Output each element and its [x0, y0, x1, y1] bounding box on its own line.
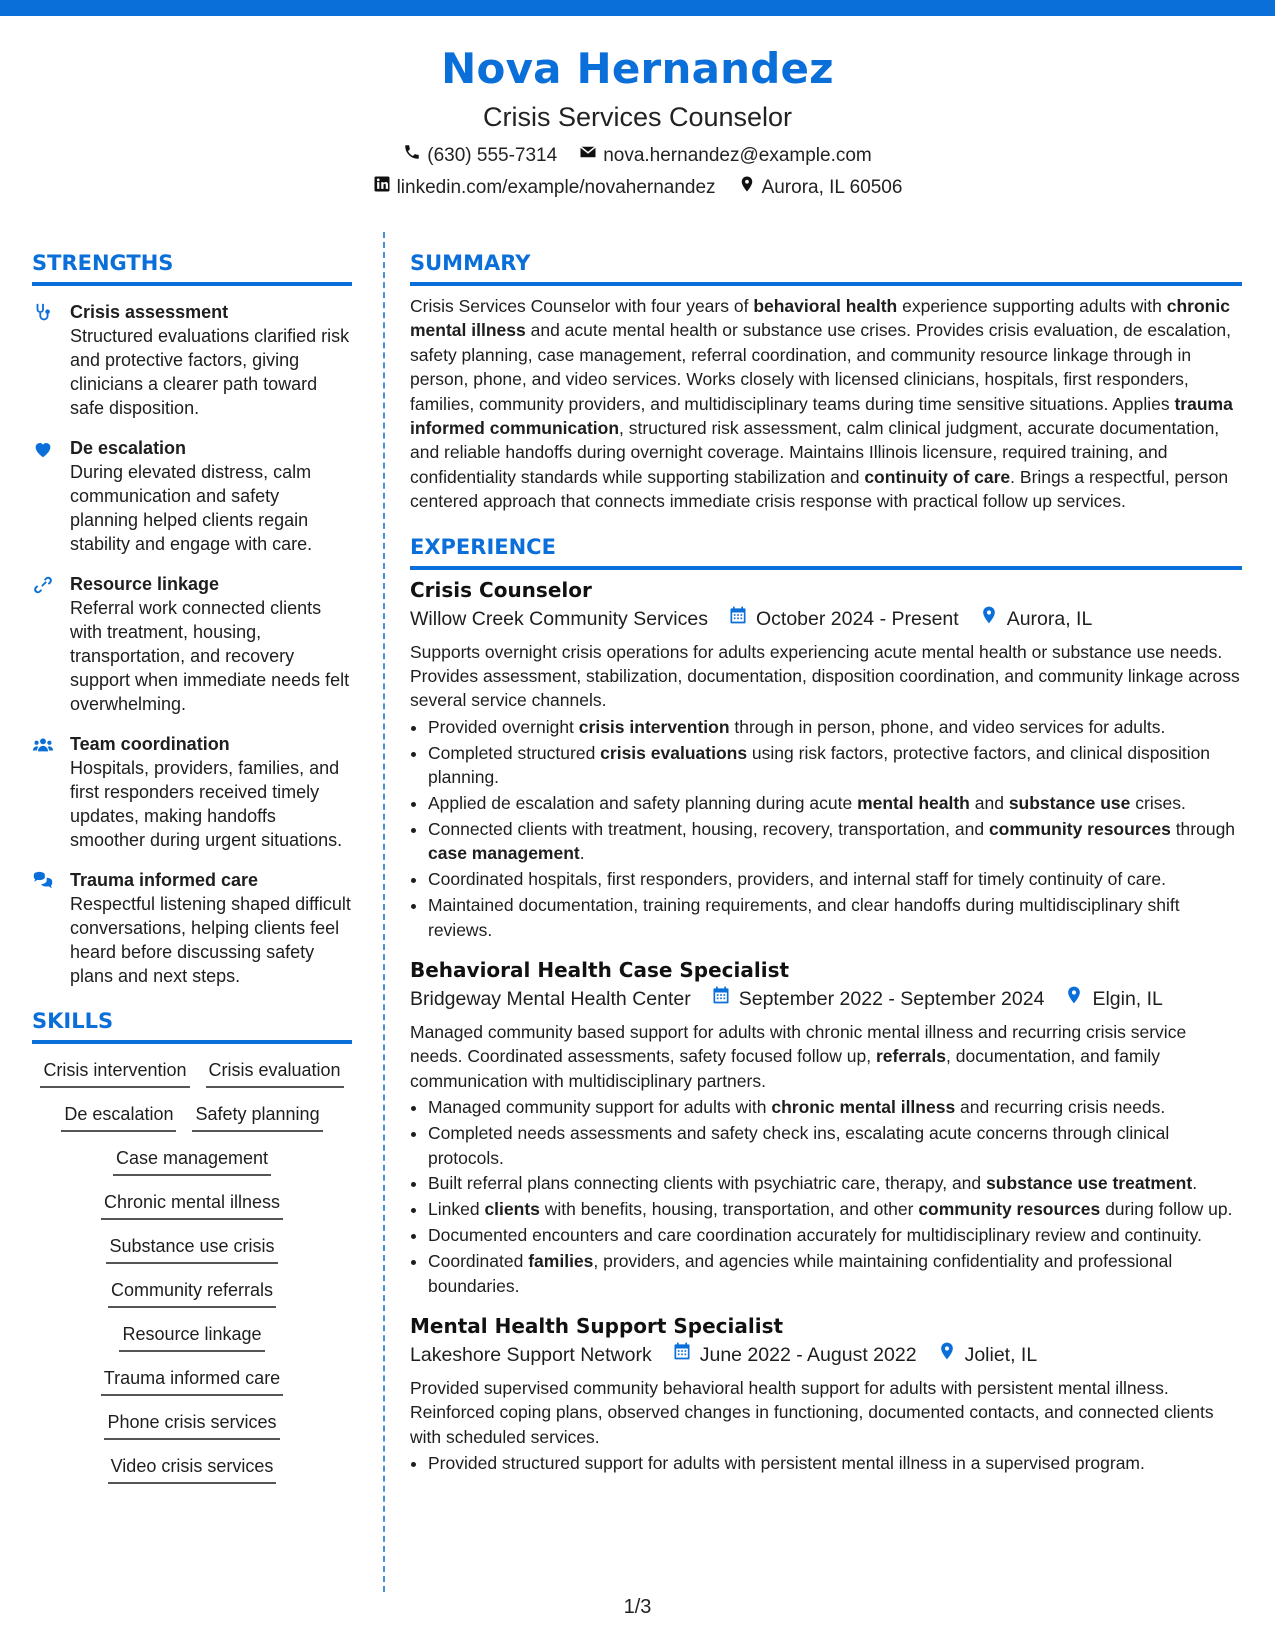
skill-row	[32, 1278, 352, 1308]
text-segment: and acute mental health or substance use crises. Provides crisis evaluation, de escalation, safety planning, case management, referral coordination, and community resource linkage through in person, phone, and video services. Works closely with licensed clinicians, hospitals, first responders, families, community providers, and multidisciplinary teams during time sensitive situations. Applies	[410, 320, 1231, 414]
skill-tag: Substance use crisis	[106, 1234, 277, 1264]
job-location	[979, 604, 1093, 634]
left-column	[32, 248, 352, 1484]
experience-item	[410, 576, 1242, 942]
job-bullet	[428, 791, 1242, 815]
bold-keyword: substance use	[1008, 793, 1131, 814]
strength-title: Resource linkage	[70, 574, 220, 594]
contact-phone	[403, 142, 557, 170]
skills-list	[32, 1058, 352, 1484]
strength-body	[70, 868, 352, 988]
job-bullets	[410, 1451, 1242, 1475]
text-segment: . Brings a respectful, person centered approach that connects immediate crisis response with practical follow up services.	[410, 466, 1229, 512]
strengths-list	[32, 300, 352, 988]
contact-location	[738, 174, 903, 202]
text-segment: , documentation, and family communication with multidisciplinary partners.	[410, 1046, 1161, 1091]
envelope-icon	[579, 142, 597, 170]
skill-tag: De escalation	[61, 1102, 176, 1132]
text-segment: and	[969, 793, 1009, 814]
bold-keyword: continuity of care	[864, 466, 1011, 487]
strength-title: Team coordination	[70, 734, 230, 754]
strength-title: Trauma informed care	[70, 870, 259, 890]
bold-keyword: behavioral health	[753, 296, 898, 316]
job-bullet	[428, 741, 1242, 790]
email-text: nova.hernandez@example.com	[603, 145, 872, 166]
heart-icon	[32, 436, 56, 556]
company-name: Willow Creek Community Services	[410, 607, 708, 630]
bold-keyword: clients	[484, 1199, 540, 1220]
job-location-text: Joliet, IL	[964, 1344, 1038, 1366]
bold-keyword: community resources	[918, 1199, 1101, 1220]
calendar-icon	[728, 604, 748, 634]
skill-tag: Community referrals	[108, 1278, 276, 1308]
text-segment: , structured risk assessment, calm clinical judgment, accurate documentation, and reliable handoffs during overnight coverage. Maintains Illinois licensure, required training, and confidentiality standards while supporting stabilization and	[410, 418, 1220, 487]
text-segment: Maintained documentation, training requirements, and clear handoffs during multidisciplinary shift reviews.	[428, 895, 1180, 940]
job-bullet	[428, 715, 1242, 739]
experience-list	[410, 576, 1242, 1476]
skill-row	[32, 1102, 352, 1132]
skill-row	[32, 1454, 352, 1484]
candidate-name: Nova Hernandez	[441, 44, 834, 93]
company-name: Lakeshore Support Network	[410, 1344, 652, 1366]
job-bullet	[428, 1223, 1242, 1247]
skill-row	[32, 1190, 352, 1220]
text-segment: Provided structured support for adults with persistent mental illness in a supervised program.	[428, 1453, 1145, 1474]
candidate-role: Crisis Services Counselor	[482, 102, 793, 132]
comments-icon	[32, 868, 56, 988]
experience-heading: EXPERIENCE	[410, 532, 1242, 570]
bold-keyword: crisis intervention	[578, 716, 730, 737]
skills-heading: SKILLS	[32, 1006, 352, 1044]
job-title: Mental Health Support Specialist	[410, 1314, 784, 1338]
job-location	[1064, 984, 1162, 1014]
job-meta	[410, 1340, 1242, 1370]
job-dates-text: June 2022 - August 2022	[699, 1344, 917, 1366]
job-bullet	[428, 1121, 1242, 1170]
text-segment: Managed community based support for adults with chronic mental illness and recurring crisis service needs. Coordinated assessments, safety focused follow up,	[410, 1022, 1187, 1067]
strength-body	[70, 300, 352, 420]
job-bullet	[428, 867, 1242, 891]
strength-item	[32, 572, 352, 716]
bold-keyword: mental health	[857, 793, 970, 814]
skill-tag: Case management	[113, 1146, 271, 1176]
strength-item	[32, 300, 352, 420]
job-bullets	[410, 1095, 1242, 1298]
job-bullet	[428, 1171, 1242, 1195]
top-accent-bar	[0, 0, 1275, 16]
strength-title: Crisis assessment	[70, 302, 229, 322]
text-segment: Completed needs assessments and safety check ins, escalating acute concerns through clinical protocols.	[428, 1123, 1170, 1168]
text-segment: Crisis Services Counselor with four years of	[410, 296, 754, 316]
job-bullets	[410, 715, 1242, 942]
job-location-text: Aurora, IL	[1006, 607, 1093, 630]
job-dates	[672, 1340, 917, 1370]
phone-text: (630) 555-7314	[427, 145, 558, 166]
skill-row	[32, 1146, 352, 1176]
strength-description: Structured evaluations clarified risk and protective factors, giving clinicians a clearer path toward safe disposition.	[70, 326, 350, 418]
text-segment: .	[1192, 1173, 1198, 1194]
text-segment: .	[579, 843, 585, 864]
text-segment: Provided overnight	[428, 716, 579, 737]
skill-row	[32, 1234, 352, 1264]
skill-row	[32, 1322, 352, 1352]
text-segment: with benefits, housing, transportation, and other	[539, 1199, 919, 1220]
job-meta	[410, 604, 1242, 634]
bold-keyword: substance use treatment	[986, 1173, 1193, 1194]
job-location-text: Elgin, IL	[1092, 988, 1163, 1011]
job-description: Provided supervised community behavioral health support for adults with persistent mental illness. Reinforced coping plans, observed changes in functioning, documented contacts, and connected clients with scheduled services.	[410, 1378, 1214, 1447]
skill-tag: Chronic mental illness	[101, 1190, 283, 1220]
map-pin-icon	[738, 174, 756, 202]
text-segment: through in person, phone, and video services for adults.	[729, 716, 1166, 737]
skill-row	[32, 1366, 352, 1396]
contact-line-2	[0, 174, 1275, 202]
summary-heading: SUMMARY	[410, 248, 1242, 286]
company-name: Bridgeway Mental Health Center	[410, 988, 691, 1011]
strength-description: Respectful listening shaped difficult conversations, helping clients feel heard before discussing safety plans and next steps.	[70, 894, 351, 986]
bold-keyword: community resources	[988, 819, 1171, 839]
bold-keyword: chronic mental illness	[771, 1097, 956, 1118]
job-bullet	[428, 1197, 1242, 1221]
stethoscope-icon	[32, 300, 56, 420]
users-icon	[32, 732, 56, 852]
job-title: Crisis Counselor	[410, 577, 592, 602]
text-segment: experience supporting adults with	[897, 296, 1167, 316]
strength-item	[32, 436, 352, 556]
summary-text	[410, 294, 1242, 514]
text-segment: Built referral plans connecting clients with psychiatric care, therapy, and	[428, 1173, 987, 1194]
bold-keyword: trauma informed communication	[410, 393, 1233, 439]
skill-tag: Resource linkage	[119, 1322, 264, 1352]
strength-description: Hospitals, providers, families, and first responders received timely updates, making handoffs smoother during urgent situations.	[70, 758, 343, 850]
skill-tag: Trauma informed care	[101, 1366, 283, 1396]
map-pin-icon	[937, 1340, 957, 1370]
contact-line-1	[0, 142, 1275, 170]
job-location	[937, 1340, 1038, 1370]
text-segment: Coordinated hospitals, first responders, providers, and internal staff for timely continuity of care.	[428, 869, 1166, 890]
link-icon	[32, 572, 56, 716]
bold-keyword: case management	[428, 843, 580, 864]
strength-body	[70, 732, 352, 852]
calendar-icon	[711, 984, 731, 1014]
text-segment: , providers, and agencies while maintaining confidentiality and professional boundaries.	[428, 1251, 1173, 1296]
text-segment: and recurring crisis needs.	[955, 1097, 1166, 1118]
experience-item	[410, 956, 1242, 1298]
job-dates	[711, 984, 1045, 1014]
job-description: Supports overnight crisis operations for adults experiencing acute mental health or substance use needs. Provides assessment, stabilization, documentation, disposition coordination, and community linkage across several service channels.	[410, 641, 1240, 711]
strength-body	[70, 436, 352, 556]
page-number: 1/3	[623, 1596, 652, 1618]
skill-tag: Video crisis services	[108, 1454, 277, 1484]
calendar-icon	[672, 1340, 692, 1370]
phone-icon	[403, 142, 421, 170]
resume-header	[0, 40, 1275, 202]
column-divider	[383, 232, 385, 1592]
strength-description: Referral work connected clients with treatment, housing, transportation, and recovery support when immediate needs felt overwhelming.	[70, 598, 350, 714]
job-title: Behavioral Health Case Specialist	[410, 958, 790, 983]
bold-keyword: chronic mental illness	[410, 296, 1230, 341]
location-text: Aurora, IL 60506	[761, 177, 903, 198]
job-bullet	[428, 1095, 1242, 1119]
map-pin-icon	[1064, 984, 1084, 1014]
job-dates	[728, 604, 959, 634]
skill-tag: Phone crisis services	[104, 1410, 279, 1440]
text-segment: Applied de escalation and safety planning during acute	[428, 793, 858, 814]
strength-description: During elevated distress, calm communication and safety planning helped clients regain stability and engage with care.	[70, 462, 313, 554]
skill-tag: Crisis intervention	[40, 1058, 189, 1088]
contact-email[interactable]	[579, 142, 872, 170]
text-segment: during follow up.	[1100, 1199, 1233, 1220]
job-bullet	[428, 817, 1242, 866]
bold-keyword: crisis evaluations	[600, 742, 748, 763]
job-dates-text: October 2024 - Present	[755, 607, 959, 630]
skill-row	[32, 1410, 352, 1440]
job-meta	[410, 984, 1242, 1014]
text-segment: Coordinated	[428, 1251, 529, 1272]
bold-keyword: referrals	[875, 1046, 947, 1067]
linkedin-text: linkedin.com/example/novahernandez	[396, 177, 716, 198]
text-segment: using risk factors, protective factors, and clinical disposition planning.	[428, 742, 1211, 788]
job-dates-text: September 2022 - September 2024	[738, 988, 1045, 1011]
skill-tag: Safety planning	[192, 1102, 322, 1132]
strength-item	[32, 868, 352, 988]
text-segment: Managed community support for adults with	[428, 1097, 772, 1118]
text-segment: Connected clients with treatment, housing, recovery, transportation, and	[428, 819, 989, 839]
text-segment: through	[1170, 819, 1236, 839]
right-column	[410, 248, 1242, 1477]
contact-linkedin[interactable]	[373, 174, 716, 202]
strength-title: De escalation	[70, 438, 187, 458]
text-segment: Documented encounters and care coordination accurately for multidisciplinary review and continuity.	[428, 1225, 1202, 1246]
strength-item	[32, 732, 352, 852]
job-bullet	[428, 1451, 1242, 1475]
text-segment: Linked	[428, 1199, 485, 1220]
experience-item	[410, 1312, 1242, 1476]
map-pin-icon	[979, 604, 999, 634]
job-bullet	[428, 893, 1242, 942]
skill-tag: Crisis evaluation	[206, 1058, 344, 1088]
strengths-heading: STRENGTHS	[32, 248, 352, 286]
skill-row	[32, 1058, 352, 1088]
strength-body	[70, 572, 352, 716]
job-description	[410, 1020, 1242, 1093]
text-segment: crises.	[1130, 793, 1186, 814]
text-segment: Completed structured	[428, 742, 601, 763]
bold-keyword: families	[528, 1251, 594, 1272]
job-bullet	[428, 1249, 1242, 1298]
linkedin-icon	[373, 174, 391, 202]
